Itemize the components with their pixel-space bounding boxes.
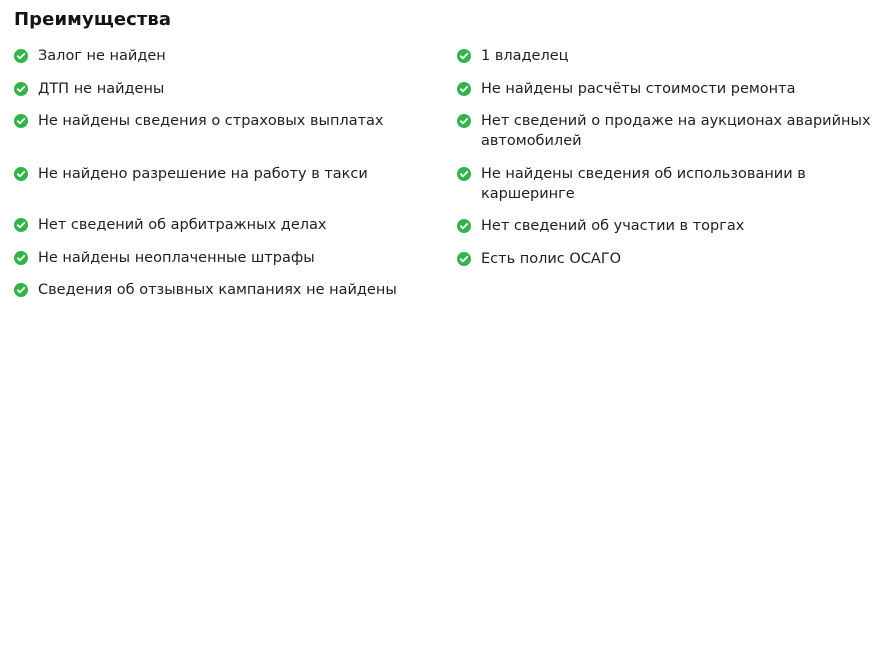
advantage-item	[14, 215, 457, 248]
check-circle-icon	[457, 219, 471, 233]
check-circle-icon	[14, 218, 28, 232]
check-circle-icon	[457, 252, 471, 266]
check-circle-icon	[457, 82, 471, 96]
advantage-label: Есть полис ОСАГО	[481, 250, 622, 267]
check-circle-icon	[14, 167, 28, 181]
advantage-label: Не найдено разрешение на работу в такси	[38, 166, 368, 182]
advantage-item	[457, 111, 890, 164]
check-circle-icon	[14, 82, 28, 96]
advantage-item	[14, 46, 457, 79]
advantage-label: 1 владелец	[481, 48, 569, 64]
advantage-label: Нет сведений о продаже на аукционах аварийных автомобилей	[481, 113, 871, 149]
advantages-grid	[14, 46, 890, 313]
check-circle-icon	[457, 49, 471, 63]
advantage-label: Не найдены неоплаченные штрафы	[38, 249, 315, 266]
check-circle-icon	[457, 167, 471, 181]
advantage-item	[457, 79, 890, 112]
advantage-label: Не найдены сведения об использовании в каршеринге	[481, 165, 806, 202]
advantage-label: Не найдены сведения о страховых выплатах	[38, 113, 384, 129]
check-circle-icon	[14, 49, 28, 63]
advantage-label: Нет сведений об арбитражных делах	[38, 217, 327, 233]
advantage-item	[14, 164, 457, 215]
check-circle-icon	[14, 114, 28, 128]
advantage-label: Сведения об отзывных кампаниях не найдены	[38, 282, 397, 298]
advantage-item	[457, 216, 890, 249]
advantage-item	[457, 164, 890, 217]
advantage-label: ДТП не найдены	[38, 80, 165, 97]
advantage-item	[14, 111, 457, 164]
advantage-item	[457, 249, 890, 282]
advantages-left-column	[14, 46, 457, 313]
advantages-section	[14, 8, 890, 298]
advantage-item	[14, 248, 457, 281]
advantage-label: Не найдены расчёты стоимости ремонта	[481, 80, 796, 97]
check-circle-icon	[14, 251, 28, 265]
check-circle-icon	[457, 114, 471, 128]
advantage-item	[457, 46, 890, 79]
section-title: Преимущества	[14, 9, 172, 30]
advantage-item	[14, 79, 457, 112]
advantages-right-column	[457, 46, 890, 313]
advantage-item	[14, 280, 457, 313]
advantage-label: Нет сведений об участии в торгах	[481, 218, 745, 234]
advantage-label: Залог не найден	[38, 48, 166, 64]
check-circle-icon	[14, 283, 28, 297]
